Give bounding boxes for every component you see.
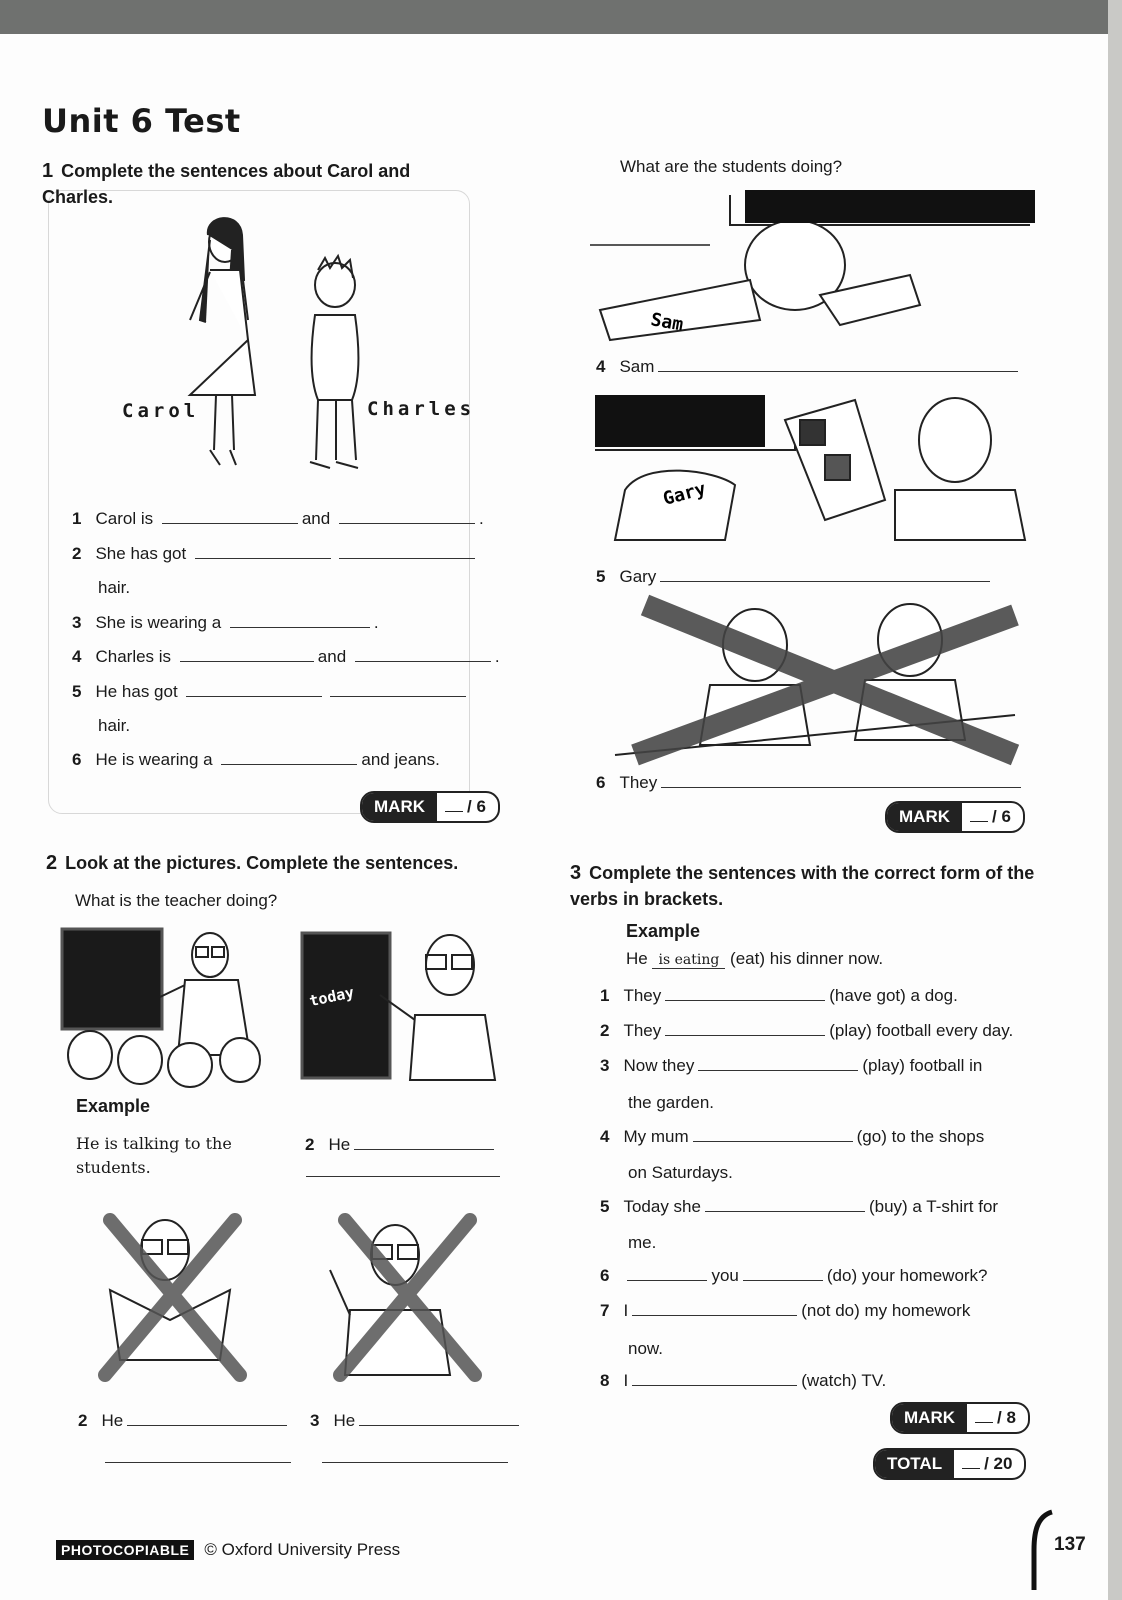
ex1-item-2: 2 She has got bbox=[72, 543, 479, 565]
ex3-item-7: 7 I (not do) my homework bbox=[600, 1301, 971, 1320]
answer-blank[interactable] bbox=[661, 772, 1021, 788]
answer-blank[interactable] bbox=[627, 1265, 707, 1281]
ex3-example-label: Example bbox=[626, 921, 701, 941]
ex2-heading-text: Look at the pictures. Complete the sentences. bbox=[65, 853, 459, 873]
publisher-credit: © Oxford University Press bbox=[204, 1540, 401, 1559]
answer-blank[interactable] bbox=[632, 1370, 797, 1386]
answer-blank[interactable] bbox=[162, 508, 298, 524]
answer-blank[interactable] bbox=[221, 749, 357, 765]
carol-label: Carol bbox=[122, 400, 200, 422]
ex2-item-4: 4 Sam bbox=[596, 356, 1022, 378]
ex3-item-3-cont: the garden. bbox=[628, 1093, 715, 1112]
answer-blank[interactable] bbox=[230, 612, 370, 628]
redaction-bar bbox=[745, 190, 1035, 223]
ex3-item-2: 2 They (play) football every day. bbox=[600, 1021, 1014, 1040]
answer-blank[interactable] bbox=[743, 1265, 823, 1281]
answer-blank[interactable] bbox=[658, 356, 1018, 372]
ex3-example: He is eating (eat) his dinner now. bbox=[626, 949, 884, 968]
ex2-item-2b: 2 He bbox=[78, 1410, 291, 1432]
answer-blank[interactable] bbox=[698, 1055, 858, 1071]
charles-label: Charles bbox=[367, 398, 476, 420]
ex3-item-5: 5 Today she (buy) a T-shirt for bbox=[600, 1197, 999, 1216]
answer-blank[interactable] bbox=[665, 1020, 825, 1036]
answer-blank[interactable] bbox=[660, 566, 990, 582]
answer-blank[interactable] bbox=[186, 681, 322, 697]
carol-figure bbox=[190, 218, 255, 465]
ex1-number: 1 bbox=[42, 160, 54, 182]
answer-blank[interactable] bbox=[339, 543, 475, 559]
ex2-item-6: 6 They bbox=[596, 772, 1025, 794]
ex2-item-2a: 2 He bbox=[305, 1134, 498, 1156]
ex2-item-3: 3 He bbox=[310, 1410, 523, 1432]
ex1-item-1: 1 Carol is and . bbox=[72, 509, 484, 528]
ex3-item-6: 6 you (do) your homework? bbox=[600, 1266, 988, 1285]
board-text: today bbox=[307, 983, 356, 1011]
scan-right-border bbox=[1108, 0, 1122, 1600]
ex3-mark: MARK / 8 bbox=[890, 1402, 1030, 1434]
charles-figure bbox=[310, 256, 358, 468]
ex1-item-6: 6 He is wearing a and jeans. bbox=[72, 750, 440, 769]
ex3-item-1: 1 They (have got) a dog. bbox=[600, 986, 958, 1005]
ex3-number: 3 bbox=[570, 862, 582, 884]
ex3-item-4: 4 My mum (go) to the shops bbox=[600, 1127, 985, 1146]
answer-blank[interactable] bbox=[322, 1462, 508, 1463]
footer bbox=[56, 1540, 400, 1560]
ex3-heading-text: Complete the sentences with the correct form of the verbs in brackets. bbox=[570, 863, 1035, 909]
ex2-number: 2 bbox=[46, 852, 58, 874]
page-title: Unit 6 Test bbox=[42, 102, 241, 140]
ex3-heading bbox=[570, 860, 1040, 912]
ex1-item-5: 5 He has got bbox=[72, 681, 470, 703]
answer-blank[interactable] bbox=[705, 1196, 865, 1212]
example-answer: is eating bbox=[652, 952, 725, 969]
total-blank[interactable] bbox=[962, 1454, 980, 1469]
teacher-talking-picture bbox=[60, 925, 270, 1080]
ex2-heading bbox=[46, 850, 516, 876]
answer-blank[interactable] bbox=[359, 1410, 519, 1426]
ex1-item-2-cont: hair. bbox=[98, 578, 131, 597]
answer-blank[interactable] bbox=[306, 1176, 500, 1177]
ex1-item-5-cont: hair. bbox=[98, 716, 131, 735]
teacher-thinking-crossed-picture bbox=[310, 1210, 490, 1380]
ex1-mark: MARK / 6 bbox=[360, 791, 500, 823]
ex2-example-answer: He is talking to the students. bbox=[76, 1134, 232, 1177]
answer-blank[interactable] bbox=[195, 543, 331, 559]
ex2-item-5: 5 Gary bbox=[596, 566, 994, 588]
mark-blank[interactable] bbox=[445, 797, 463, 812]
mark-blank[interactable] bbox=[975, 1408, 993, 1423]
students-writing-crossed-picture bbox=[595, 595, 1035, 765]
redaction-bar bbox=[595, 395, 765, 447]
ex2-mark: MARK / 6 bbox=[885, 801, 1025, 833]
carol-charles-illustration bbox=[170, 210, 390, 485]
answer-blank[interactable] bbox=[127, 1410, 287, 1426]
answer-blank[interactable] bbox=[355, 646, 491, 662]
scan-top-border bbox=[0, 0, 1122, 34]
sam-book-label: Sam bbox=[649, 309, 685, 336]
ex2-example-label: Example bbox=[76, 1096, 151, 1116]
page-number: 137 bbox=[1054, 1534, 1086, 1555]
teacher-reading-crossed-picture bbox=[80, 1210, 260, 1380]
ex3-item-7-cont: now. bbox=[628, 1339, 663, 1358]
ex3-item-5-cont: me. bbox=[628, 1233, 657, 1252]
ex2-question-teacher: What is the teacher doing? bbox=[75, 891, 278, 910]
answer-blank[interactable] bbox=[665, 985, 825, 1001]
gary-book-label: Gary bbox=[660, 478, 709, 510]
total-mark: TOTAL / 20 bbox=[873, 1448, 1026, 1480]
ex2-question-students: What are the students doing? bbox=[620, 157, 843, 176]
ex1-heading-text: Complete the sentences about Carol and Charles. bbox=[42, 161, 411, 207]
photocopiable-badge: PHOTOCOPIABLE bbox=[56, 1540, 194, 1560]
teacher-writing-picture bbox=[300, 925, 500, 1080]
answer-blank[interactable] bbox=[693, 1126, 853, 1142]
ex3-item-3: 3 Now they (play) football in bbox=[600, 1056, 983, 1075]
ex1-heading bbox=[42, 158, 462, 210]
ex3-item-4-cont: on Saturdays. bbox=[628, 1163, 733, 1182]
answer-blank[interactable] bbox=[105, 1462, 291, 1463]
answer-blank[interactable] bbox=[632, 1300, 797, 1316]
answer-blank[interactable] bbox=[330, 681, 466, 697]
answer-blank[interactable] bbox=[354, 1134, 494, 1150]
ex3-item-8: 8 I (watch) TV. bbox=[600, 1371, 887, 1390]
ex1-item-3: 3 She is wearing a . bbox=[72, 613, 379, 632]
answer-blank[interactable] bbox=[180, 646, 314, 662]
mark-blank[interactable] bbox=[970, 807, 988, 822]
ex1-item-4: 4 Charles is and . bbox=[72, 647, 500, 666]
answer-blank[interactable] bbox=[339, 508, 475, 524]
